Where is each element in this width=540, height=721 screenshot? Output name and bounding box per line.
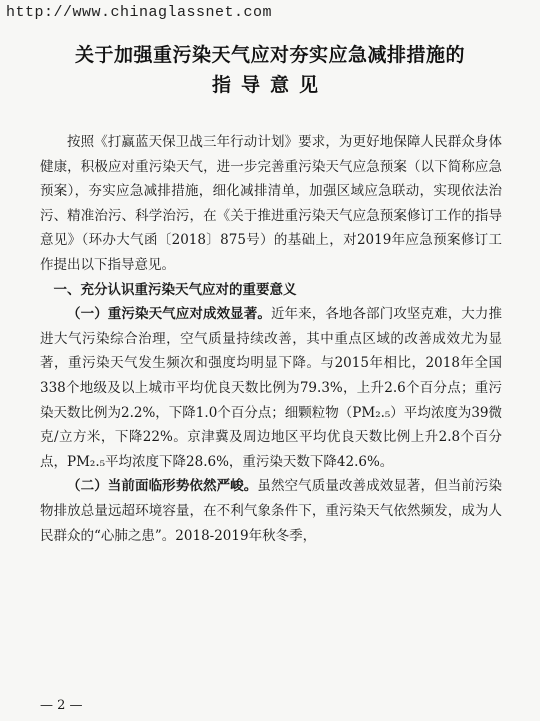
section-1-2-paragraph — [40, 474, 502, 548]
intro-paragraph: 按照《打赢蓝天保卫战三年行动计划》要求，为更好地保障人民群众身体健康，积极应对重污染天气，进一步完善重污染天气应急预案（以下简称应急预案），夯实应急减排措施，细化减排清单，加强区域应急联动，实现依法治污、精准治污、科学治污，在《关于推进重污染天气应急预案修订工作的指导意见》（环办大气函〔2018〕875号）的基础上，对2019年应急预案修订工作提出以下指导意见。 — [40, 134, 502, 273]
section-1-2-text: 虽然空气质量改善成效显著，但当前污染物排放总量远超环境容量，在不利气象条件下，重污染天气依然频发，成为人民群众的“心肺之患”。2018-2019年秋冬季， — [40, 478, 503, 544]
section-1-1-paragraph — [40, 302, 502, 474]
page-number: — 2 — — [40, 698, 83, 713]
document-title-line-1: 关于加强重污染天气应对夯实应急减排措施的 — [74, 44, 465, 66]
section-1-1-text: 近年来，各地各部门攻坚克难，大力推进大气污染综合治理，空气质量持续改善，其中重点区域的改善成效尤为显著，重污染天气发生频次和强度均明显下降。与2015年相比，2018年全国338个地级及以上城市平均优良天数比例为79.3%，上升2.6个百分点；重污染天数比例为2.2%，下降1.0个百分点；细颗粒物（PM₂.₅）平均浓度为39微克/立方米，下降22%。京津冀及周边地区平均优良天数比例上升2.8个百分点，PM₂.₅平均浓度下降28.6%，重污染天数下降42.6%。 — [40, 306, 503, 470]
section-1-2-heading: （二）当前面临形势依然严峻。 — [67, 478, 258, 495]
section-1-heading: 一、充分认识重污染天气应对的重要意义 — [53, 281, 297, 298]
source-watermark: http://www.chinaglassnet.com — [6, 4, 273, 21]
document-title-line-2: 指导意见 — [211, 74, 328, 96]
section-1-1-heading: （一）重污染天气应对成效显著。 — [67, 306, 271, 323]
document-body — [40, 130, 502, 548]
